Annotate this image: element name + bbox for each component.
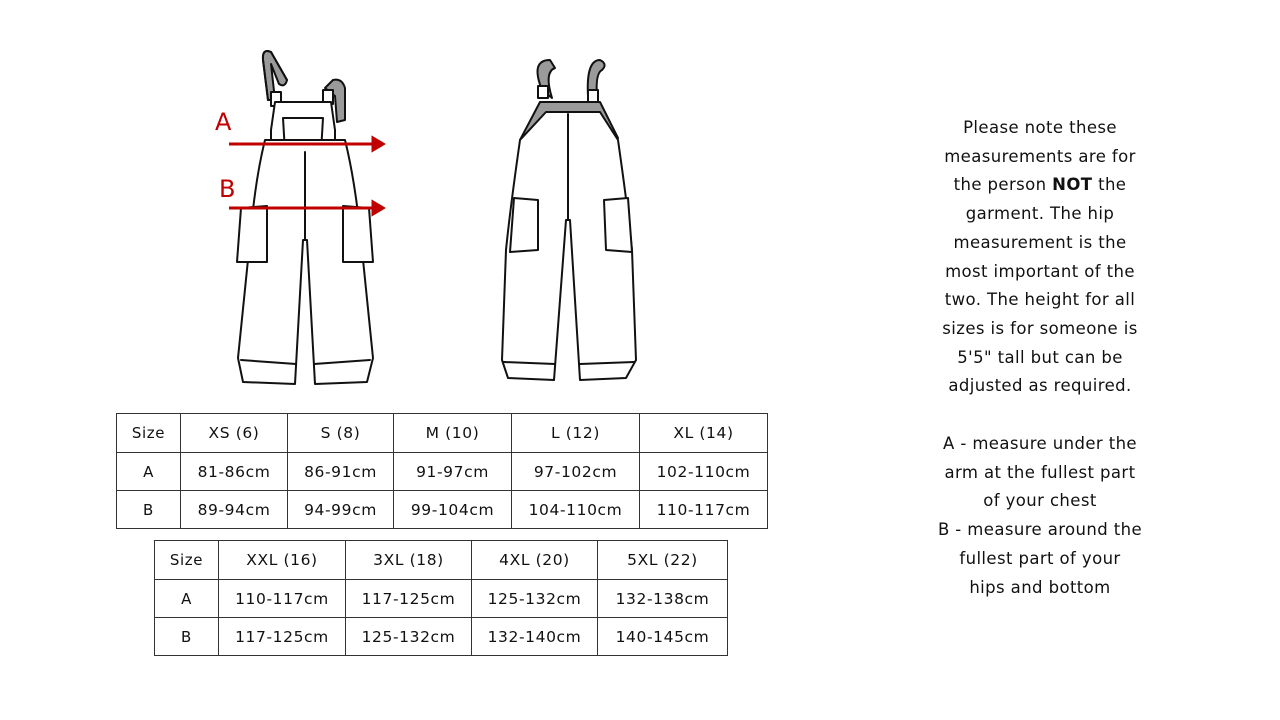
header-cell: XXL (16)	[219, 541, 346, 580]
note-line: most important of the	[945, 261, 1135, 281]
table-cell: 132-140cm	[472, 618, 598, 656]
marker-b-label: B	[219, 175, 236, 203]
table-cell: 86-91cm	[288, 453, 394, 491]
table-cell: 97-102cm	[512, 453, 640, 491]
note-line	[915, 171, 1165, 200]
table-cell: 110-117cm	[219, 580, 346, 618]
table-cell: 91-97cm	[394, 453, 512, 491]
table-row	[117, 453, 768, 491]
table-cell: 117-125cm	[219, 618, 346, 656]
note-line: arm at the fullest part	[944, 462, 1136, 482]
table-header-row	[117, 414, 768, 453]
note-line: two. The height for all	[944, 290, 1136, 310]
size-chart-table-1	[116, 413, 768, 529]
header-cell: Size	[117, 414, 181, 453]
note-line: of your chest	[983, 491, 1097, 511]
note-text: the	[1092, 175, 1127, 195]
size-chart-table-2	[154, 540, 728, 656]
overalls-front-illustration	[205, 40, 400, 390]
table-cell: 89-94cm	[181, 491, 288, 529]
table-cell: 140-145cm	[598, 618, 728, 656]
note-line: Please note these	[963, 118, 1117, 137]
header-cell: XS (6)	[181, 414, 288, 453]
table-cell: 104-110cm	[512, 491, 640, 529]
spacer	[915, 401, 1165, 430]
table-cell: 99-104cm	[394, 491, 512, 529]
note-line: sizes is for someone is	[942, 318, 1138, 338]
marker-a-label: A	[215, 108, 232, 136]
table-row	[155, 580, 728, 618]
table-cell: 81-86cm	[181, 453, 288, 491]
note-line: garment. The hip	[965, 204, 1115, 224]
table-row	[117, 491, 768, 529]
header-cell: S (8)	[288, 414, 394, 453]
header-cell: L (12)	[512, 414, 640, 453]
measurement-notes	[915, 114, 1165, 602]
table-cell: 102-110cm	[640, 453, 768, 491]
note-line: fullest part of your	[959, 548, 1121, 568]
row-label: A	[155, 580, 219, 618]
row-label: B	[155, 618, 219, 656]
note-line: B - measure around the	[937, 520, 1143, 540]
overalls-back-illustration	[490, 50, 650, 390]
table-cell: 117-125cm	[346, 580, 472, 618]
header-cell: 4XL (20)	[472, 541, 598, 580]
note-emphasis: NOT	[1052, 175, 1093, 195]
note-line: measurement is the	[953, 232, 1127, 252]
note-line: hips and bottom	[969, 577, 1111, 597]
table-row	[155, 618, 728, 656]
table-cell: 94-99cm	[288, 491, 394, 529]
header-cell: Size	[155, 541, 219, 580]
note-line: adjusted as required.	[948, 376, 1132, 396]
header-cell: 5XL (22)	[598, 541, 728, 580]
row-label: A	[117, 453, 181, 491]
table-cell: 110-117cm	[640, 491, 768, 529]
header-cell: 3XL (18)	[346, 541, 472, 580]
header-cell: M (10)	[394, 414, 512, 453]
table-cell: 132-138cm	[598, 580, 728, 618]
table-cell: 125-132cm	[346, 618, 472, 656]
note-line: measurements are for	[944, 146, 1136, 166]
row-label: B	[117, 491, 181, 529]
table-header-row	[155, 541, 728, 580]
note-text: the person	[953, 175, 1053, 195]
header-cell: XL (14)	[640, 414, 768, 453]
table-cell: 125-132cm	[472, 580, 598, 618]
note-line: A - measure under the	[943, 434, 1137, 454]
note-line: 5'5" tall but can be	[957, 347, 1123, 367]
